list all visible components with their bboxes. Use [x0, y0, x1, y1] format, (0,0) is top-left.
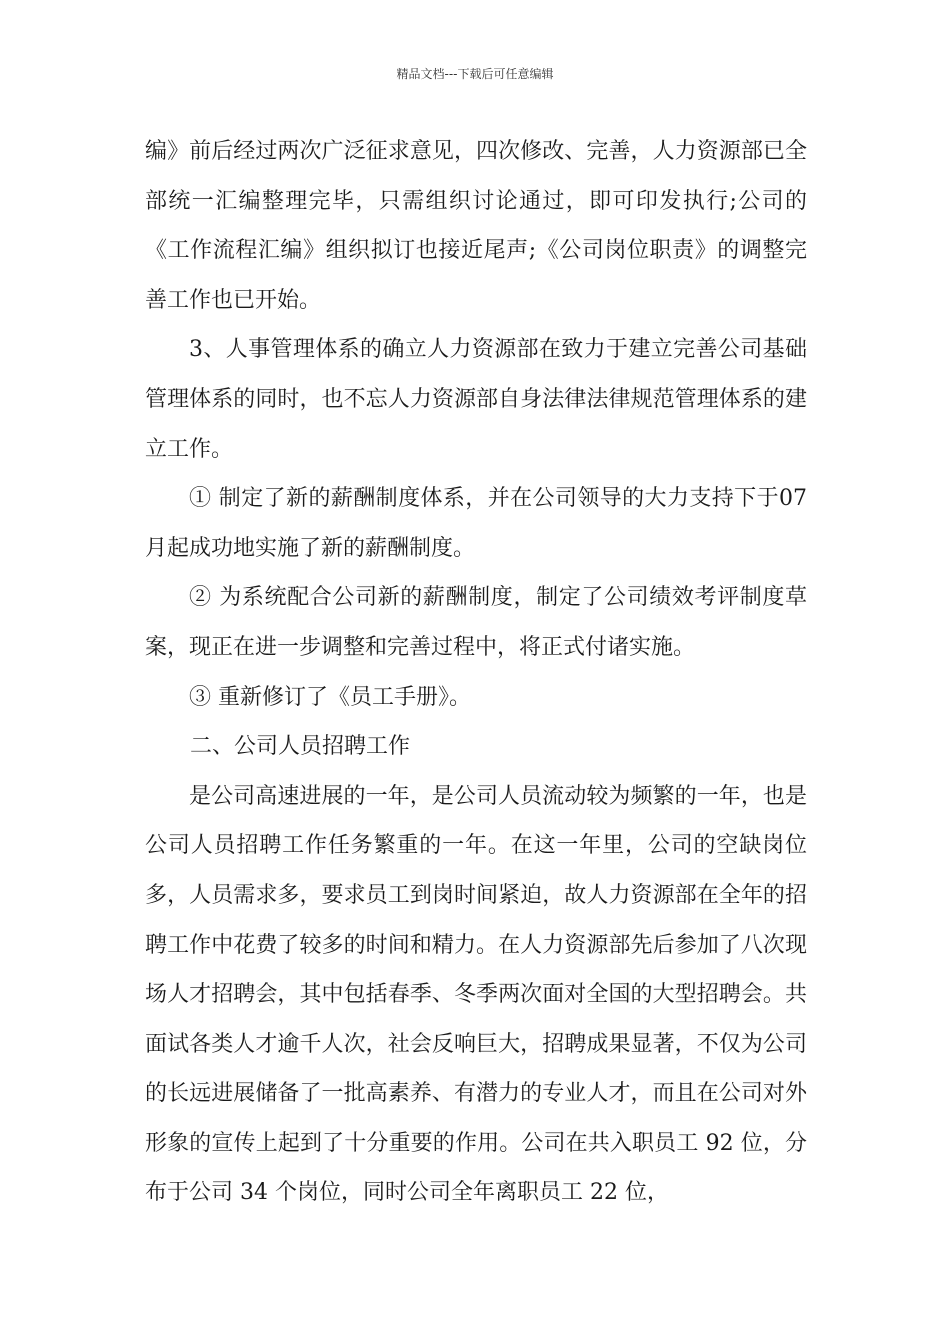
paragraph-item-3: ③ 重新修订了《员工手册》。: [189, 684, 471, 710]
document-body: [145, 127, 807, 1218]
page-header: 精品文档---下载后可任意编辑: [396, 67, 554, 81]
paragraph-item-1: ① 制定了新的薪酬制度体系，并在公司领导的大力支持下于07月起成功地实施了新的薪酬制度。: [145, 486, 807, 561]
paragraph-hr-system: 3、人事管理体系的确立人力资源部在致力于建立完善公司基础管理体系的同时，也不忘人力资源部自身法律法律规范管理体系的建立工作。: [145, 337, 807, 462]
paragraph-item-2: ② 为系统配合公司新的薪酬制度，制定了公司绩效考评制度草案，现正在进一步调整和完善过程中，将正式付诸实施。: [145, 585, 807, 660]
paragraph-continuation: 编》前后经过两次广泛征求意见，四次修改、完善，人力资源部已全部统一汇编整理完毕，只需组织讨论通过，即可印发执行;公司的《工作流程汇编》组织拟订也接近尾声;《公司岗位职责》的调整完善工作也已开始。: [145, 139, 807, 313]
paragraph-recruitment: 是公司高速进展的一年，是公司人员流动较为频繁的一年，也是公司人员招聘工作任务繁重的一年。在这一年里，公司的空缺岗位多，人员需求多，要求员工到岗时间紧迫，故人力资源部在全年的招聘工作中花费了较多的时间和精力。在人力资源部先后参加了八次现场人才招聘会，其中包括春季、冬季两次面对全国的大型招聘会。共面试各类人才逾千人次，社会反响巨大，招聘成果显著，不仅为公司的长远进展储备了一批高素养、有潜力的专业人才，而且在公司对外形象的宣传上起到了十分重要的作用。公司在共入职员工 92 位，分布于公司 34 个岗位，同时公司全年离职员工 22 位，: [145, 783, 807, 1206]
section-heading-recruitment: 二、公司人员招聘工作: [190, 734, 411, 760]
